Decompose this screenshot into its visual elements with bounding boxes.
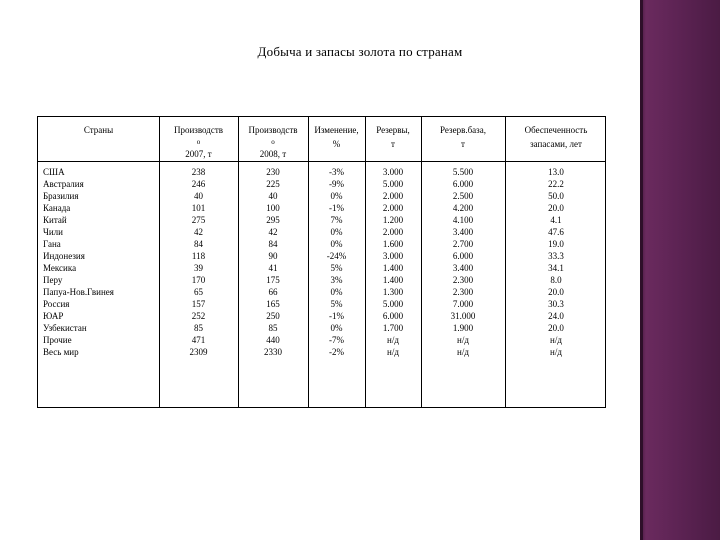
table-cell: 2.000 <box>382 191 404 201</box>
table-cell: 34.1 <box>548 263 564 273</box>
header-reserves-base <box>421 123 505 151</box>
header-prod2008-line2: о <box>271 138 275 146</box>
table-cell: н/д <box>387 347 399 357</box>
table-cell: 6.000 <box>452 251 474 261</box>
table-cell: 440 <box>266 335 280 345</box>
column-reserves-base <box>421 166 505 358</box>
table-cell: 1.600 <box>382 239 404 249</box>
header-prod2007-line1: Производств <box>173 125 224 135</box>
table-cell: 6.000 <box>452 179 474 189</box>
table-cell: 2309 <box>189 347 208 357</box>
column-change <box>308 166 365 358</box>
table-cell: 42 <box>194 227 203 237</box>
header-change-line1: Изменение, <box>314 125 359 135</box>
table-cell: 225 <box>266 179 280 189</box>
decorative-sidebar <box>640 0 720 540</box>
table-cell: 41 <box>268 263 278 273</box>
table-cell: 24.0 <box>548 311 564 321</box>
table-cell: 2.000 <box>382 227 404 237</box>
table-cell: н/д <box>457 347 469 357</box>
table-cell: н/д <box>457 335 469 345</box>
table-cell: 1.700 <box>382 323 404 333</box>
table-cell: 2.300 <box>452 287 474 297</box>
table-cell: 3.400 <box>452 263 474 273</box>
header-prod2008-line1: Производств <box>248 125 298 135</box>
table-cell: 84 <box>268 239 278 249</box>
table-cell: 7.000 <box>452 299 474 309</box>
table-cell: Россия <box>43 299 70 309</box>
table-cell: н/д <box>550 347 562 357</box>
table-cell: Перу <box>43 275 63 285</box>
table-cell: 50.0 <box>548 191 564 201</box>
table-cell: н/д <box>387 335 399 345</box>
table-cell: 39 <box>194 263 203 273</box>
header-supply-line2: запасами, лет <box>530 139 582 149</box>
table-cell: 0% <box>330 287 343 297</box>
table-cell: Австралия <box>43 179 84 189</box>
table-cell: 3% <box>330 275 343 285</box>
table-cell: 5.500 <box>452 167 474 177</box>
table-cell: 84 <box>194 239 203 249</box>
table-cell: 19.0 <box>548 239 564 249</box>
table-cell: 31.000 <box>450 311 476 321</box>
header-divider <box>38 161 605 162</box>
table-cell: 1.200 <box>382 215 404 225</box>
table-cell: 0% <box>330 323 343 333</box>
table-cell: 295 <box>266 215 280 225</box>
table-cell: 7% <box>330 215 343 225</box>
table-cell: Бразилия <box>43 191 79 201</box>
table-cell: 252 <box>191 311 206 321</box>
table-cell: 250 <box>266 311 280 321</box>
column-supply <box>505 166 607 358</box>
header-change <box>308 123 365 151</box>
table-cell: Весь мир <box>43 347 79 357</box>
table-cell: 1.900 <box>452 323 474 333</box>
header-prod2008 <box>238 123 308 161</box>
table-cell: 471 <box>191 335 206 345</box>
table-cell: 101 <box>191 203 206 213</box>
slide-title: Добыча и запасы золота по странам <box>257 44 463 59</box>
table-cell: 0% <box>330 239 343 249</box>
table-cell: 13.0 <box>548 167 564 177</box>
table-cell: 20.0 <box>548 203 564 213</box>
table-cell: США <box>43 167 65 177</box>
table-cell: 275 <box>191 215 206 225</box>
header-prod2007 <box>159 123 238 161</box>
table-cell: -2% <box>329 347 344 357</box>
table-cell: Прочие <box>43 335 72 345</box>
table-cell: 20.0 <box>548 323 564 333</box>
table-cell: 47.6 <box>548 227 564 237</box>
column-reserves <box>365 166 421 358</box>
table-cell: 4.1 <box>550 215 562 225</box>
table-cell: 238 <box>191 167 206 177</box>
header-reserves <box>365 123 421 151</box>
table-cell: 3.400 <box>452 227 474 237</box>
table-cell: 5% <box>330 263 343 273</box>
table-cell: 246 <box>191 179 206 189</box>
table-cell: -3% <box>329 167 344 177</box>
table-cell: Индонезия <box>43 251 85 261</box>
table-cell: 4.200 <box>452 203 474 213</box>
table-cell: ЮАР <box>43 311 64 321</box>
column-prod2008 <box>238 166 308 358</box>
table-cell: 230 <box>266 167 280 177</box>
table-cell: -1% <box>329 203 344 213</box>
column-prod2007 <box>159 166 238 358</box>
table-cell: 85 <box>194 323 203 333</box>
table-cell: 6.000 <box>382 311 404 321</box>
table-cell: 2.300 <box>452 275 474 285</box>
table-cell: 157 <box>191 299 206 309</box>
table-cell: 175 <box>266 275 280 285</box>
table-cell: 4.100 <box>452 215 474 225</box>
table-cell: 1.400 <box>382 263 404 273</box>
table-cell: 5.000 <box>382 179 404 189</box>
table-cell: 2.500 <box>452 191 474 201</box>
table-cell: -9% <box>329 179 344 189</box>
table-cell: Папуа-Нов.Гвинея <box>43 287 114 297</box>
header-country <box>38 123 159 137</box>
table-cell: Узбекистан <box>43 323 87 333</box>
table-cell: 170 <box>191 275 206 285</box>
table-cell: 22.2 <box>548 179 564 189</box>
table-cell: 65 <box>194 287 203 297</box>
header-prod2008-line3: 2008, т <box>259 149 287 159</box>
table-cell: 42 <box>268 227 278 237</box>
table-cell: н/д <box>550 335 562 345</box>
header-change-line2: % <box>332 139 341 149</box>
header-supply-line1: Обеспеченность <box>524 125 588 135</box>
table-cell: -7% <box>329 335 344 345</box>
table-cell: 0% <box>330 227 343 237</box>
table-cell: 1.400 <box>382 275 404 285</box>
table-cell: Мексика <box>43 263 77 273</box>
table-cell: 3.000 <box>382 167 404 177</box>
table-cell: Чили <box>43 227 63 237</box>
header-country-label: Страны <box>83 125 114 135</box>
sidebar-edge <box>640 0 643 540</box>
table-cell: 85 <box>268 323 278 333</box>
table-cell: Гана <box>43 239 61 249</box>
table-cell: 2.000 <box>382 203 404 213</box>
table-cell: -1% <box>329 311 344 321</box>
header-reserves-line1: Резервы, <box>376 125 410 135</box>
table-cell: 5.000 <box>382 299 404 309</box>
table-cell: 8.0 <box>550 275 562 285</box>
table-cell: 165 <box>266 299 280 309</box>
header-reserves-base-line2: т <box>461 139 465 149</box>
header-prod2007-line3: 2007, т <box>185 149 212 159</box>
header-prod2007-line2: о <box>196 138 201 146</box>
table-cell: 1.300 <box>382 287 404 297</box>
table-cell: 100 <box>266 203 280 213</box>
header-reserves-line2: т <box>391 139 395 149</box>
gold-table <box>37 116 606 408</box>
table-cell: 2330 <box>264 347 282 357</box>
table-cell: 90 <box>268 251 278 261</box>
table-cell: Китай <box>43 215 67 225</box>
header-reserves-base-line1: Резерв.база, <box>440 125 486 135</box>
table-cell: 40 <box>268 191 278 201</box>
column-countries <box>43 166 157 358</box>
table-cell: 20.0 <box>548 287 564 297</box>
table-cell: 33.3 <box>548 251 564 261</box>
table-cell: 118 <box>191 251 206 261</box>
table-cell: 66 <box>268 287 278 297</box>
table-cell: 2.700 <box>452 239 474 249</box>
header-supply <box>505 123 607 151</box>
table-cell: 40 <box>194 191 203 201</box>
table-cell: 30.3 <box>548 299 564 309</box>
table-cell: 0% <box>330 191 343 201</box>
table-cell: 3.000 <box>382 251 404 261</box>
table-cell: -24% <box>326 251 347 261</box>
table-cell: Канада <box>43 203 71 213</box>
table-cell: 5% <box>330 299 343 309</box>
